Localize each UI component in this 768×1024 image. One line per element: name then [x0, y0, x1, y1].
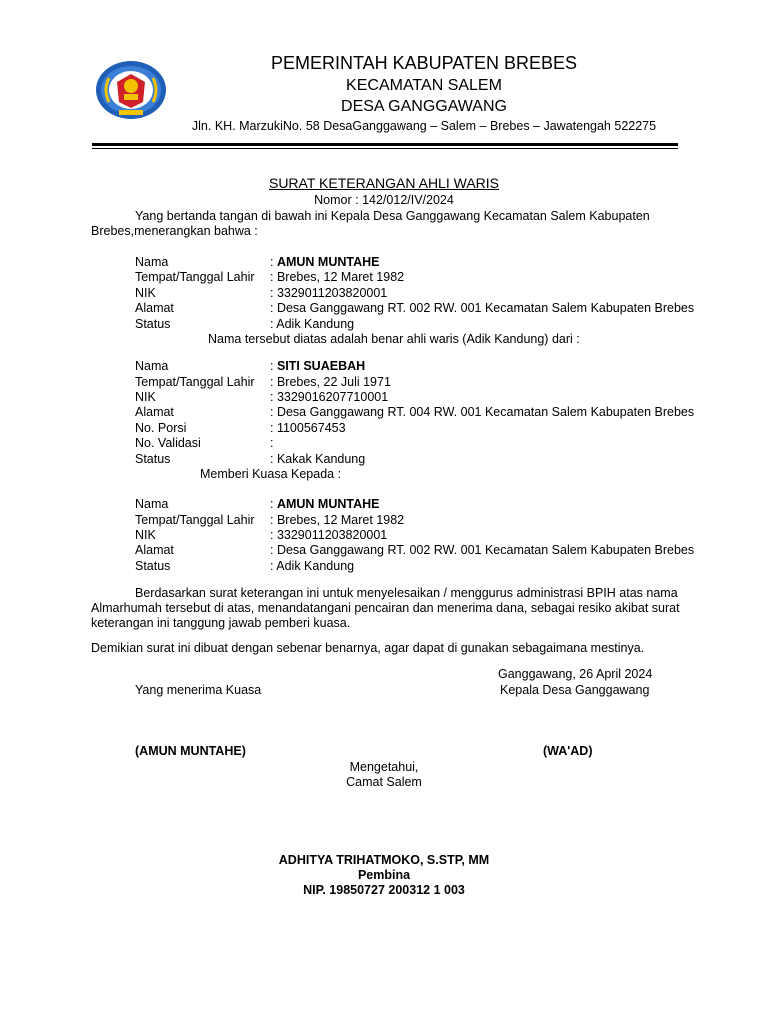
para2: Demikian surat ini dibuat dengan sebenar benarnya, agar dapat di gunakan sebagaimana mestinya. [91, 641, 645, 655]
person2-name-value: : SITI SUAEBAH [270, 359, 366, 373]
person3-birth-value: : Brebes, 12 Maret 1982 [270, 513, 405, 527]
header-divider-thin [92, 148, 678, 149]
person3-status-value: : Adik Kandung [270, 559, 355, 573]
person2-porsi-value: : 1100567453 [270, 421, 346, 435]
person1-address-label: Alamat [135, 301, 174, 315]
person1-nik-label: NIK [135, 286, 156, 300]
person1-name-label: Nama [135, 255, 169, 269]
person1-statement: Nama tersebut diatas adalah benar ahli waris (Adik Kandung) dari : [208, 332, 580, 346]
letter-number: Nomor : 142/012/IV/2024 [314, 193, 454, 207]
person1-address-value: : Desa Ganggawang RT. 002 RW. 001 Kecamatan Salem Kabupaten Brebes [270, 301, 695, 315]
ack-line-2: Camat Salem [346, 775, 422, 789]
person3-status-label: Status [135, 559, 171, 573]
camat-nip: NIP. 19850727 200312 1 003 [303, 883, 465, 897]
camat-rank: Pembina [357, 868, 411, 882]
person2-status-value: : Kakak Kandung [270, 452, 366, 466]
header-village: DESA GANGGAWANG [341, 98, 507, 115]
left-signer-role: Yang menerima Kuasa [135, 683, 262, 697]
intro-line-2: Brebes,menerangkan bahwa : [91, 224, 258, 238]
person3-nik-label: NIK [135, 528, 156, 542]
person1-birth-label: Tempat/Tanggal Lahir [135, 270, 255, 284]
person3-birth-label: Tempat/Tanggal Lahir [135, 513, 255, 527]
person2-address-label: Alamat [135, 405, 174, 419]
header-government: PEMERINTAH KABUPATEN BREBES [270, 53, 578, 73]
person2-validasi-label: No. Validasi [135, 436, 201, 450]
para1-line-2: Almarhumah tersebut di atas, menandatangani pencairan dan menerima dana, sebagai resiko akibat surat [91, 601, 680, 615]
person3-nik-value: : 3329011203820001 [270, 528, 388, 542]
person1-status-label: Status [135, 317, 171, 331]
person3-address-label: Alamat [135, 543, 174, 557]
person3-name-value: : AMUN MUNTAHE [270, 497, 380, 511]
person1-name-value: : AMUN MUNTAHE [270, 255, 380, 269]
person1-birth-value: : Brebes, 12 Maret 1982 [270, 270, 405, 284]
left-signer-name: (AMUN MUNTAHE) [135, 744, 246, 758]
person2-birth-value: : Brebes, 22 Juli 1971 [270, 375, 391, 389]
para1-line-3: keterangan ini tanggung jawab pemberi kuasa. [91, 616, 351, 630]
ack-line-1: Mengetahui, [349, 760, 419, 774]
header-divider-thick [92, 143, 678, 146]
person2-nik-value: : 3329016207710001 [270, 390, 389, 404]
intro-line-1: Yang bertanda tangan di bawah ini Kepala Desa Ganggawang Kecamatan Salem Kabupaten [135, 209, 650, 223]
person1-status-value: : Adik Kandung [270, 317, 355, 331]
person2-nik-label: NIK [135, 390, 156, 404]
person1-nik-value: : 3329011203820001 [270, 286, 388, 300]
person2-birth-label: Tempat/Tanggal Lahir [135, 375, 255, 389]
person3-address-value: : Desa Ganggawang RT. 002 RW. 001 Kecamatan Salem Kabupaten Brebes [270, 543, 695, 557]
camat-name: ADHITYA TRIHATMOKO, S.STP, MM [278, 853, 490, 867]
header-address: Jln. KH. MarzukiNo. 58 DesaGanggawang – Salem – Brebes – Jawatengah 522275 [191, 119, 657, 133]
para1-line-1: Berdasarkan surat keterangan ini untuk menyelesaikan / menggurus administrasi BPIH atas nama [135, 586, 678, 600]
header-district: KECAMATAN SALEM [346, 77, 502, 94]
person2-porsi-label: No. Porsi [135, 421, 187, 435]
person2-statement: Memberi Kuasa Kepada : [200, 467, 342, 481]
person3-name-label: Nama [135, 497, 169, 511]
person2-status-label: Status [135, 452, 171, 466]
right-signer-role: Kepala Desa Ganggawang [500, 683, 650, 697]
place-date: Ganggawang, 26 April 2024 [498, 667, 653, 681]
right-signer-name: (WA'AD) [543, 744, 593, 758]
person2-validasi-value: : [270, 436, 274, 450]
person2-name-label: Nama [135, 359, 169, 373]
letter-title: SURAT KETERANGAN AHLI WARIS [268, 175, 499, 191]
person2-address-value: : Desa Ganggawang RT. 004 RW. 001 Kecamatan Salem Kabupaten Brebes [270, 405, 695, 419]
